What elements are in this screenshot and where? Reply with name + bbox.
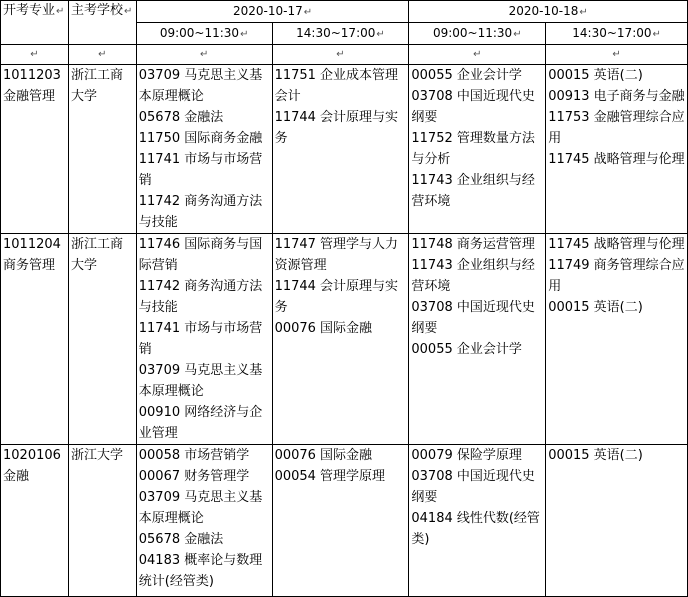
course-cell <box>272 445 409 597</box>
course-item: 11743 企业组织与经营环境 <box>411 173 535 209</box>
course-item: 11752 管理数量方法与分析 <box>411 131 535 167</box>
course-item: 03708 中国近现代史纲要 <box>411 89 535 125</box>
blank-cell: ↵ <box>68 45 136 65</box>
time-header-d1-pm: 14:30~17:00↵ <box>272 23 409 45</box>
school-cell: 浙江大学 <box>68 445 136 597</box>
course-cell <box>409 445 546 597</box>
table-row <box>1 445 688 597</box>
course-item: 11749 商务管理综合应用 <box>548 258 685 294</box>
course-cell <box>546 65 688 234</box>
course-cell <box>409 234 546 445</box>
course-item: 11745 战略管理与伦理 <box>548 237 685 252</box>
course-item: 03708 中国近现代史纲要 <box>411 300 535 336</box>
header-row-blank <box>1 45 688 65</box>
course-item: 11747 管理学与人力资源管理 <box>274 237 399 273</box>
course-item: 03709 马克思主义基本原理概论 <box>138 363 263 399</box>
course-item: 04184 线性代数(经管类) <box>411 511 540 547</box>
course-item: 11742 商务沟通方法与技能 <box>138 279 263 315</box>
major-cell: 1011204商务管理 <box>1 234 69 445</box>
table-row <box>1 234 688 445</box>
header-row-dates <box>1 1 688 23</box>
course-cell <box>546 234 688 445</box>
blank-cell: ↵ <box>136 45 272 65</box>
blank-cell: ↵ <box>1 45 69 65</box>
course-item: 04183 概率论与数理统计(经管类) <box>138 553 263 589</box>
table-row <box>1 65 688 234</box>
course-item: 11745 战略管理与伦理 <box>548 152 685 167</box>
course-item: 11744 会计原理与实务 <box>274 110 399 146</box>
course-item: 00076 国际金融 <box>274 321 373 336</box>
date-header-2: 2020-10-18↵ <box>409 1 688 23</box>
course-item: 11746 国际商务与国际营销 <box>138 237 263 273</box>
course-cell <box>272 234 409 445</box>
course-item: 03708 中国近现代史纲要 <box>411 469 535 505</box>
course-item: 00055 企业会计学 <box>411 68 522 83</box>
course-item: 00054 管理学原理 <box>274 469 386 484</box>
course-item: 05678 金融法 <box>138 110 224 125</box>
course-item: 00055 企业会计学 <box>411 342 522 357</box>
course-item: 00076 国际金融 <box>274 448 373 463</box>
course-item: 11750 国际商务金融 <box>138 131 263 146</box>
course-item: 11742 商务沟通方法与技能 <box>138 194 263 230</box>
course-item: 11748 商务运营管理 <box>411 237 535 252</box>
course-item: 00079 保险学原理 <box>411 448 522 463</box>
course-cell <box>272 65 409 234</box>
course-item: 00913 电子商务与金融 <box>548 89 685 104</box>
school-header: 主考学校↵ <box>68 1 136 45</box>
course-item: 00015 英语(二) <box>548 300 643 315</box>
major-cell: 1011203金融管理 <box>1 65 69 234</box>
course-cell <box>546 445 688 597</box>
course-cell <box>136 234 272 445</box>
school-cell: 浙江工商大学 <box>68 234 136 445</box>
major-cell: 1020106金融 <box>1 445 69 597</box>
course-item: 00910 网络经济与企业管理 <box>138 405 263 441</box>
course-item: 03709 马克思主义基本原理概论 <box>138 490 263 526</box>
course-item: 00058 市场营销学 <box>138 448 250 463</box>
course-item: 00015 英语(二) <box>548 68 643 83</box>
course-cell <box>136 445 272 597</box>
course-item: 05678 金融法 <box>138 532 224 547</box>
course-item: 11744 会计原理与实务 <box>274 279 399 315</box>
course-item: 11753 金融管理综合应用 <box>548 110 685 146</box>
course-item: 00015 英语(二) <box>548 448 643 463</box>
course-item: 11741 市场与市场营销 <box>138 152 263 188</box>
blank-cell: ↵ <box>272 45 409 65</box>
course-item: 11751 企业成本管理会计 <box>274 68 399 104</box>
time-header-d2-am: 09:00~11:30↵ <box>409 23 546 45</box>
course-item: 03709 马克思主义基本原理概论 <box>138 68 263 104</box>
blank-cell: ↵ <box>409 45 546 65</box>
time-header-d1-am: 09:00~11:30↵ <box>136 23 272 45</box>
course-cell <box>136 65 272 234</box>
time-header-d2-pm: 14:30~17:00↵ <box>546 23 688 45</box>
date-header-1: 2020-10-17↵ <box>136 1 409 23</box>
blank-cell: ↵ <box>546 45 688 65</box>
school-cell: 浙江工商大学 <box>68 65 136 234</box>
course-cell <box>409 65 546 234</box>
course-item: 11743 企业组织与经营环境 <box>411 258 535 294</box>
course-item: 00067 财务管理学 <box>138 469 250 484</box>
course-item: 11741 市场与市场营销 <box>138 321 263 357</box>
major-header: 开考专业↵ <box>1 1 69 45</box>
